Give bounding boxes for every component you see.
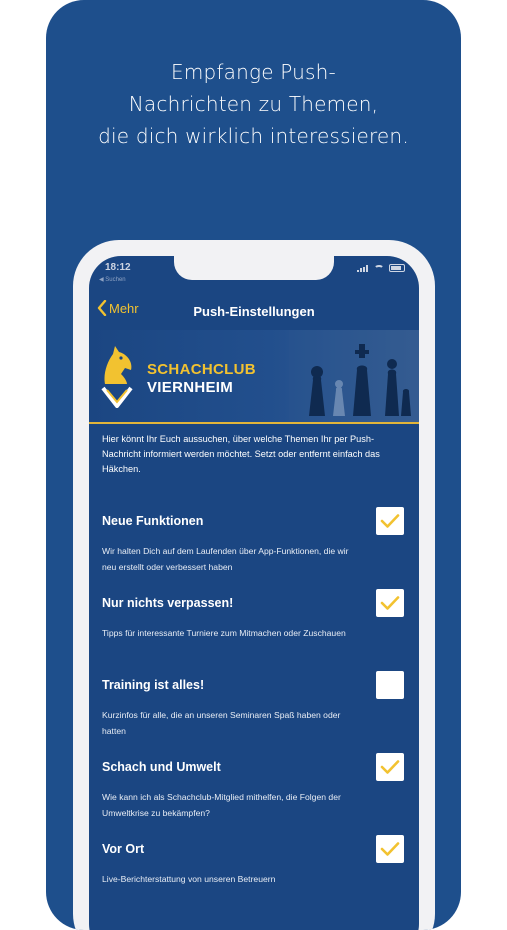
topic-item	[102, 596, 410, 676]
topic-description: Wir halten Dich auf dem Laufenden über App-Funktionen, die wir neu erstellt oder verbessert haben	[102, 546, 349, 572]
club-name-line-2: VIERNHEIM	[147, 379, 234, 396]
page-title: Push-Einstellungen	[193, 304, 315, 319]
app-screen	[89, 256, 419, 930]
signal-icon	[357, 265, 369, 272]
topic-title: Schach und Umwelt	[102, 760, 221, 774]
club-name-line-1: SCHACHCLUB	[147, 361, 256, 378]
battery-icon	[389, 264, 405, 272]
topic-description: Wie kann ich als Schachclub-Mitglied mithelfen, die Folgen der Umweltkrise zu bekämpfen?	[102, 792, 341, 818]
club-banner	[89, 330, 419, 424]
topic-checkbox[interactable]	[376, 589, 404, 617]
phone-notch	[174, 256, 334, 280]
checkmark-icon	[380, 759, 400, 775]
headline-line-3: die dich wirklich interessieren.	[98, 124, 409, 148]
wifi-icon	[374, 265, 384, 272]
phone-frame	[73, 240, 435, 930]
back-button-label: Mehr	[109, 300, 139, 316]
checkmark-icon	[380, 841, 400, 857]
chess-pieces-image	[289, 330, 419, 420]
club-name	[147, 361, 256, 397]
topic-checkbox[interactable]	[376, 507, 404, 535]
topic-title: Neue Funktionen	[102, 514, 204, 528]
topic-checkbox[interactable]	[376, 753, 404, 781]
topic-title: Training ist alles!	[102, 678, 205, 692]
topic-checkbox[interactable]	[376, 835, 404, 863]
topic-title: Vor Ort	[102, 842, 145, 856]
topic-title: Nur nichts verpassen!	[102, 596, 234, 610]
back-button[interactable]	[97, 300, 139, 316]
checkmark-icon	[380, 595, 400, 611]
status-back-app[interactable]: ◀ Suchen	[99, 277, 126, 283]
topic-checkbox[interactable]	[376, 671, 404, 699]
chevron-left-icon	[97, 300, 107, 316]
topic-item	[102, 842, 410, 922]
topic-item	[102, 760, 410, 840]
knight-icon	[97, 344, 137, 408]
status-icons	[357, 264, 405, 272]
headline-line-1: Empfange Push-	[171, 60, 336, 84]
promo-headline	[46, 56, 461, 152]
headline-line-2: Nachrichten zu Themen,	[128, 92, 379, 116]
topic-item	[102, 678, 410, 758]
intro-text: Hier könnt Ihr Euch aussuchen, über welche Themen Ihr per Push-Nachricht informiert werden möchtet. Setzt oder entfernt einfach das Häkchen.	[102, 434, 380, 474]
status-time: 18:12	[105, 262, 131, 273]
topic-description: Tipps für interessante Turniere zum Mitmachen oder Zuschauen	[102, 628, 346, 638]
navigation-bar	[89, 294, 419, 328]
topic-item	[102, 514, 410, 594]
checkmark-icon	[380, 513, 400, 529]
topic-description: Live-Berichterstattung von unseren Betreuern	[102, 874, 276, 884]
promo-background	[46, 0, 461, 930]
topic-description: Kurzinfos für alle, die an unseren Seminaren Spaß haben oder hatten	[102, 710, 341, 736]
